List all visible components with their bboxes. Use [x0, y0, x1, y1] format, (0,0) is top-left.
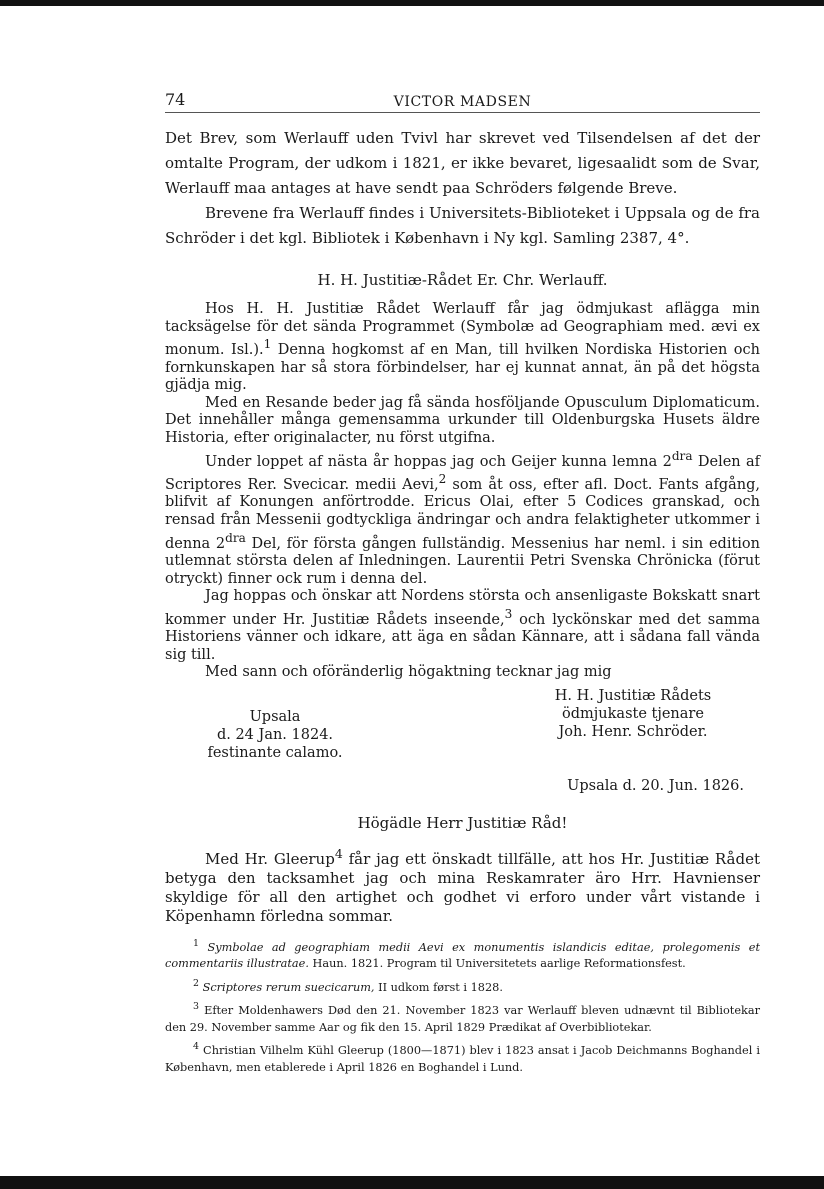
- signature-line: ödmjukaste tjenare: [562, 706, 704, 723]
- signature-line: Joh. Henr. Schröder.: [558, 724, 708, 741]
- signature-line: H. H. Justitiæ Rådets: [554, 688, 712, 705]
- letter-paragraph: [165, 588, 760, 664]
- footnotes: [165, 936, 760, 1076]
- scan-edge-top: [0, 0, 824, 6]
- text-run: Med Hr. Gleerup: [205, 850, 335, 869]
- text-run: Delen af Scriptores Rer. Svecicar. medii Aevi,: [165, 453, 761, 493]
- place: Upsala: [249, 709, 301, 726]
- footnote-text: Christian Vilhelm Kühl Gleerup (1800—1871) blev i 1823 ansat i Jacob Deichmanns Boghandel i København, men etablerede i April 1826 en Boghandel i Lund.: [165, 1044, 760, 1074]
- footnote-ref: 1: [263, 337, 272, 352]
- letter-2-body: [165, 844, 760, 926]
- text-run: och lyckönskar med det samma Historiens vänner och idkare, att äga en sådan Kännare, att i sådana fall vända sig till.: [165, 611, 760, 663]
- footnote: [165, 936, 760, 973]
- postscript-note: festinante calamo.: [207, 745, 343, 762]
- footnote-ref: 3: [504, 606, 513, 621]
- superscript: dra: [225, 530, 246, 545]
- letter-paragraph: [165, 844, 760, 926]
- footnote-text: Efter Moldenhawers Død den 21. November 1823 var Werlauff bleven udnævnt til Bibliotekar den 29. November samme Aar og fik den 15. April 1829 Prædikat af Overbibliotekar.: [165, 1004, 760, 1034]
- footnote: [165, 976, 760, 996]
- intro-paragraph: Det Brev, som Werlauff uden Tvivl har skrevet ved Tilsendelsen af det der omtalte Program, der udkom i 1821, er ikke bevaret, ligesaalidt som de Svar, Werlauff maa antages at have sendt paa Schröders følgende Breve.: [165, 129, 760, 197]
- footnote-number: 3: [193, 1001, 199, 1013]
- signature: [538, 687, 728, 741]
- page-header: [165, 88, 760, 113]
- footnote-number: 2: [193, 977, 199, 989]
- letter-paragraph: [165, 301, 760, 395]
- date: d. 24 Jan. 1824.: [216, 727, 334, 744]
- footnote-ref: 2: [438, 472, 447, 486]
- scan-edge-bottom: [0, 1176, 824, 1189]
- footnote-number: 1: [193, 938, 199, 950]
- letter-1-body: [165, 301, 760, 682]
- intro-text: [165, 126, 760, 251]
- superscript: dra: [671, 448, 693, 463]
- intro-paragraph: Brevene fra Werlauff findes i Universitets-Biblioteket i Uppsala og de fra Schröder i det kgl. Bibliotek i København i Ny kgl. Samling 2387, 4°.: [165, 204, 760, 247]
- footnote-number: 4: [193, 1041, 199, 1053]
- footnote-text: Haun. 1821. Program til Universitetets aarlige Reformationsfest.: [308, 957, 686, 971]
- footnote-title: Scriptores rerum suecicarum,: [202, 980, 375, 994]
- text-run: Jag hoppas och önskar att Nordens största och ansenligaste Bokskatt snart kommer under Hr. Justitiæ Rådets inseende,: [165, 588, 760, 628]
- letter-heading: H. H. Justitiæ-Rådet Er. Chr. Werlauff.: [317, 271, 608, 289]
- footnote: [165, 999, 760, 1036]
- letter-paragraph: Med sann och oföränderlig högaktning tecknar jag mig: [205, 664, 612, 681]
- letter-paragraph: Med en Resande beder jag få sända hosföljande Opusculum Diplomaticum. Det innehåller många gemensamma urkunder till Oldenburgska Husets äldre Historia, efter originalacter, nu först utgifna.: [165, 394, 760, 446]
- footnote-ref: 4: [334, 846, 343, 862]
- text-run: får jag ett önskadt tillfälle, att hos Hr. Justitiæ Rådet betyga den tacksamhet jag och mina Reskamrater äro Hrr. Havnienser skyldige för all den artighet och godhet vi erforo under vårt vistande i Köpenhamn förledna sommar.: [165, 850, 760, 926]
- page-number: 74: [165, 90, 186, 109]
- text-run: Under loppet af nästa år hoppas jag och Geijer kunna lemna 2: [205, 453, 672, 470]
- letter-2-date: Upsala d. 20. Jun. 1826.: [567, 778, 744, 795]
- text-run: Denna hogkomst af en Man, till hvilken Nordiska Historien och fornkunskapen har så stora förbindelser, har ej kunnat annat, än på det högsta gjädja mig.: [165, 342, 760, 394]
- running-head: VICTOR MADSEN: [393, 94, 532, 110]
- place-date: [200, 708, 350, 762]
- footnote: [165, 1039, 760, 1076]
- letter-2-salutation: Högädle Herr Justitiæ Råd!: [357, 814, 568, 833]
- text-run: som åt oss, efter afl. Doct. Fants afgång, blifvit af Konungen anförtrodde. Ericus Olai, efter 5 Codices granskad, och rensad från Messenii godtyckliga ändringar och andra felaktigheter utkommer i denna 2: [165, 476, 760, 552]
- text-run: Hos H. H. Justitiæ Rådet Werlauff får jag ödmjukast aflägga min tacksägelse för det sända Programmet (Symbolæ ad Geographiam med. ævi ex monum. Isl.).: [165, 301, 760, 359]
- footnote-title: Symbolae ad geographiam medii Aevi ex monumentis islandicis editae, prolegomenis et commentariis illustratae.: [165, 940, 761, 971]
- letter-paragraph: [165, 448, 760, 589]
- text-run: Del, för första gången fullständig. Messenius har neml. i sin edition utlemnat största delen af Inledningen. Laurentii Petri Svenska Chrönicka (förut otryckt) finner ock rum i denna del.: [165, 535, 760, 587]
- letter-closing: [165, 682, 760, 774]
- footnote-text: II udkom først i 1828.: [374, 980, 503, 994]
- book-page: [165, 88, 760, 1079]
